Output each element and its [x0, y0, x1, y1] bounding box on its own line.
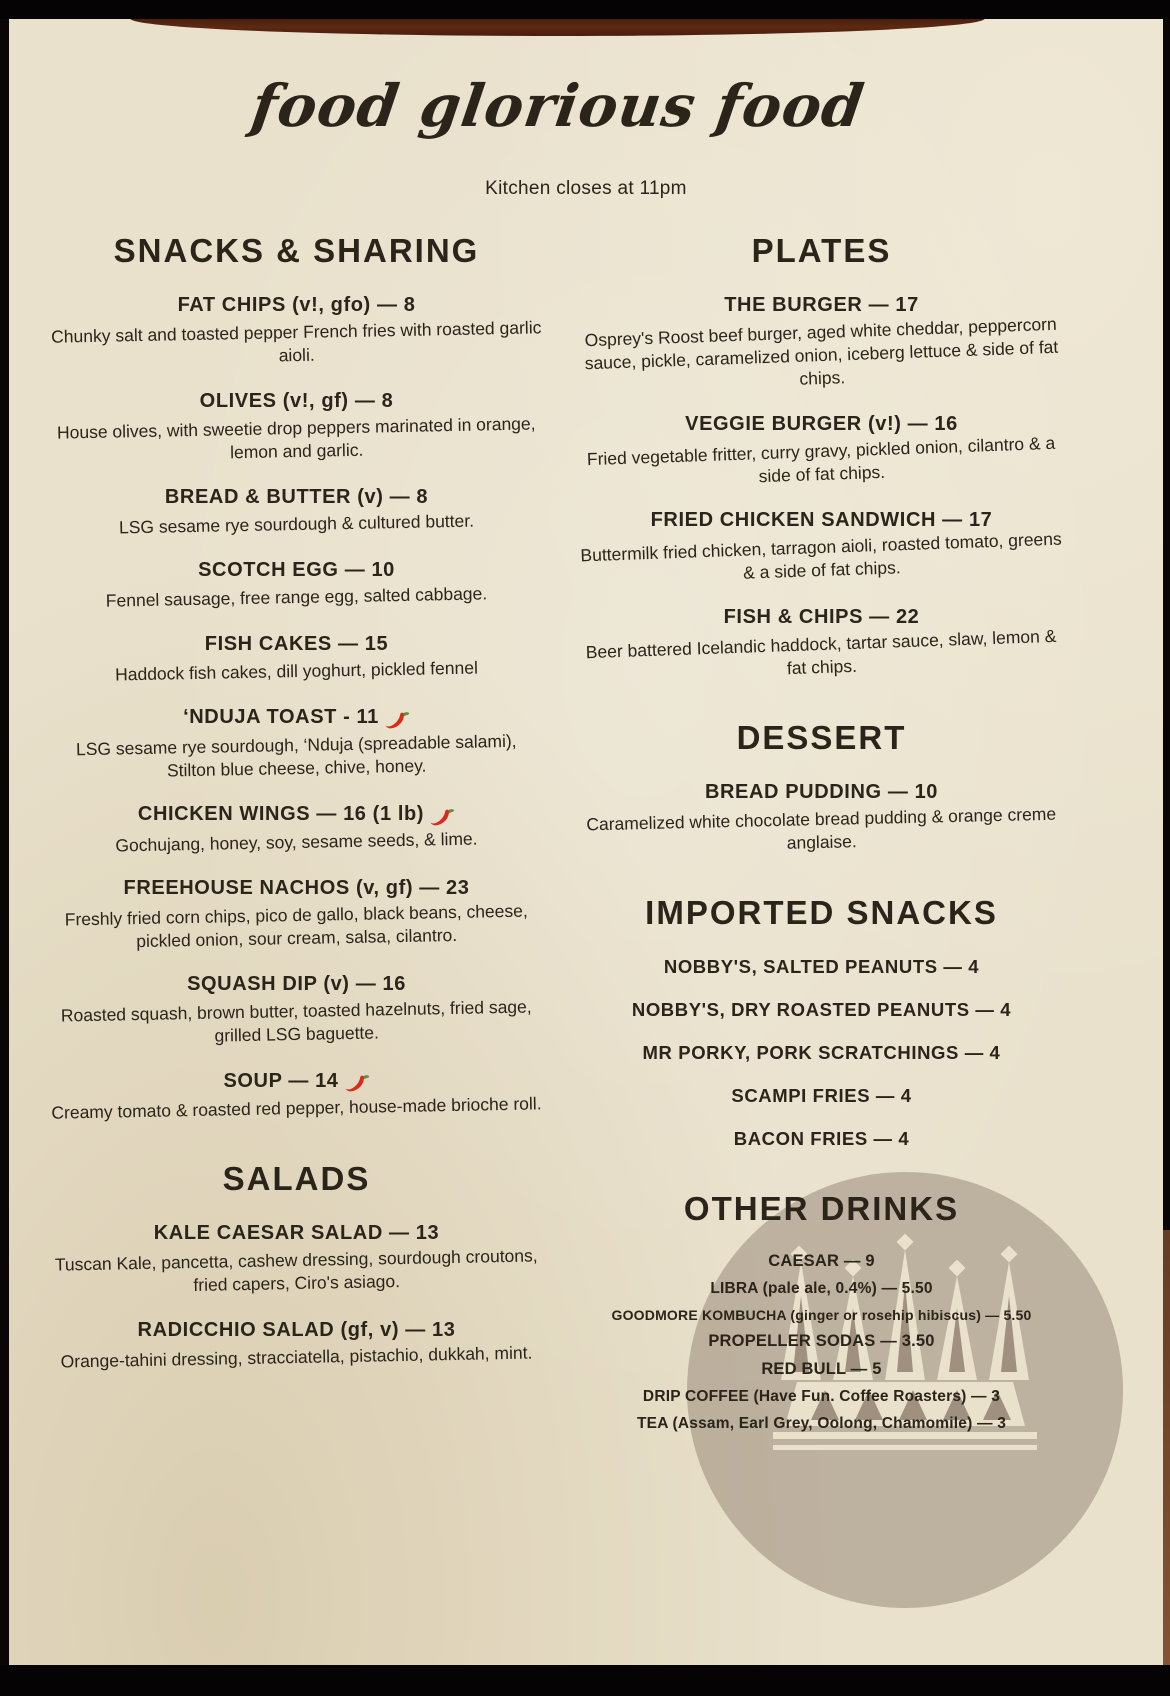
- menu-section: [576, 1190, 1067, 1433]
- item-name-row: [576, 1332, 1067, 1351]
- section-items: [576, 1252, 1067, 1433]
- menu-item: [51, 803, 542, 854]
- item-name: SOUP — 14: [223, 1069, 339, 1092]
- item-description: House olives, with sweetie drop peppers marinated in orange, lemon and garlic.: [56, 413, 536, 463]
- right-edge-highlight: [1163, 1230, 1170, 1665]
- menu-item: [576, 1042, 1067, 1064]
- section-heading: SNACKS & SHARING: [113, 232, 480, 269]
- menu-columns: [9, 232, 1163, 1442]
- item-description: Orange-tahini dressing, stracciatella, pistachio, dukkah, mint.: [60, 1342, 533, 1372]
- menu-item: [51, 1222, 542, 1295]
- item-description: Fried vegetable fritter, curry gravy, pickled onion, cilantro & a side of fat chips.: [586, 433, 1056, 487]
- bottom-border: [0, 1665, 1170, 1696]
- item-name: ‘NDUJA TOAST - 11: [183, 706, 379, 729]
- menu-item: [51, 706, 542, 780]
- item-name: MR PORKY, PORK SCRATCHINGS — 4: [642, 1042, 1001, 1064]
- item-name: CHICKEN WINGS — 16 (1 lb): [137, 803, 425, 826]
- item-name: SCAMPI FRIES — 4: [731, 1085, 912, 1107]
- chili-pepper-icon: [384, 706, 412, 734]
- menu-item: [51, 294, 542, 367]
- item-name: SCOTCH EGG — 10: [198, 559, 395, 582]
- item-description: Tuscan Kale, pancetta, cashew dressing, sourdough croutons, fried capers, Ciro's asiago.: [54, 1245, 538, 1296]
- menu-section: [51, 1160, 542, 1372]
- item-description: Freshly fried corn chips, pico de gallo, black beans, cheese, pickled onion, sour cream, salsa, cilantro.: [64, 900, 528, 952]
- item-name-row: [576, 294, 1067, 317]
- item-name-row: [576, 606, 1067, 629]
- item-name-row: [576, 1360, 1067, 1379]
- left-column: [51, 232, 542, 1442]
- section-items: [576, 956, 1067, 1150]
- item-description: Creamy tomato & roasted red pepper, house-made brioche roll.: [51, 1093, 542, 1124]
- top-border: [0, 0, 1170, 19]
- item-description: LSG sesame rye sourdough & cultured butter.: [118, 510, 475, 538]
- item-name: BREAD PUDDING — 10: [704, 780, 939, 803]
- item-name: RADICCHIO SALAD (gf, v) — 13: [137, 1318, 456, 1341]
- menu-item: [576, 1252, 1067, 1271]
- menu-item: [576, 1332, 1067, 1351]
- item-name: VEGGIE BURGER (v!) — 16: [685, 413, 958, 436]
- section-items: [576, 294, 1067, 679]
- item-name-row: [576, 1085, 1067, 1107]
- item-description: Haddock fish cakes, dill yoghurt, pickled fennel: [114, 657, 479, 685]
- section-heading: SALADS: [222, 1160, 371, 1198]
- menu-item: [576, 294, 1067, 390]
- section-heading: PLATES: [751, 232, 892, 269]
- menu-item: [51, 973, 542, 1046]
- item-name-row: [576, 956, 1067, 978]
- item-name-row: [51, 877, 542, 900]
- item-name-row: [576, 1042, 1067, 1064]
- item-name-row: [576, 1280, 1067, 1298]
- item-description: Fennel sausage, free range egg, salted cabbage.: [105, 583, 488, 612]
- menu-item: [576, 1307, 1067, 1323]
- item-name-row: [51, 1222, 542, 1245]
- item-name: BACON FRIES — 4: [733, 1128, 910, 1150]
- menu-item: [576, 781, 1067, 854]
- menu-item: [576, 509, 1067, 582]
- item-name: LIBRA (pale ale, 0.4%) — 5.50: [710, 1280, 933, 1298]
- item-name: FISH CAKES — 15: [204, 632, 389, 655]
- section-items: [51, 1222, 542, 1372]
- item-name: FRIED CHICKEN SANDWICH — 17: [650, 509, 993, 532]
- menu-item: [576, 956, 1067, 978]
- item-name: CAESAR — 9: [768, 1252, 875, 1271]
- menu-item: [51, 486, 542, 536]
- menu-paper: [9, 0, 1163, 1665]
- item-name: GOODMORE KOMBUCHA (ginger or rosehip hibiscus) — 5.50: [611, 1307, 1032, 1324]
- menu-item: [576, 1128, 1067, 1150]
- item-name-row: [576, 999, 1067, 1021]
- item-name: FREEHOUSE NACHOS (v, gf) — 23: [123, 876, 470, 899]
- item-name: OLIVES (v!, gf) — 8: [199, 390, 394, 413]
- item-description: Beer battered Icelandic haddock, tartar sauce, slaw, lemon & fat chips.: [585, 625, 1057, 678]
- item-name-row: [576, 1388, 1067, 1406]
- menu-item: [576, 606, 1067, 679]
- menu-section: [576, 894, 1067, 1150]
- item-name-row: [51, 486, 542, 509]
- item-name-row: [51, 294, 542, 317]
- item-name: FAT CHIPS (v!, gfo) — 8: [177, 294, 416, 316]
- item-description: Chunky salt and toasted pepper French fries with roasted garlic aioli.: [50, 317, 542, 366]
- kitchen-hours-note: Kitchen closes at 11pm: [485, 178, 687, 199]
- page-title: food glorious food: [247, 72, 869, 140]
- menu-item: [576, 1388, 1067, 1406]
- item-name-row: [51, 973, 542, 996]
- chili-pepper-icon: [429, 803, 457, 831]
- section-heading: IMPORTED SNACKS: [645, 894, 998, 932]
- item-name-row: [576, 1252, 1067, 1271]
- item-description: Caramelized white chocolate bread pudding & orange creme anglaise.: [586, 803, 1057, 853]
- item-name: THE BURGER — 17: [724, 294, 919, 316]
- item-name: SQUASH DIP (v) — 16: [187, 973, 406, 996]
- item-description: Gochujang, honey, soy, sesame seeds, & lime.: [115, 828, 478, 856]
- item-name-row: [51, 390, 542, 413]
- item-name: NOBBY'S, SALTED PEANUTS — 4: [663, 956, 980, 978]
- item-name-row: [51, 706, 542, 730]
- menu-item: [576, 413, 1067, 486]
- menu-item: [576, 1360, 1067, 1379]
- section-heading: DESSERT: [736, 718, 907, 756]
- menu-item: [51, 1318, 542, 1372]
- item-name-row: [576, 1415, 1067, 1433]
- item-name: KALE CAESAR SALAD — 13: [153, 1222, 440, 1245]
- item-name: RED BULL — 5: [761, 1360, 882, 1379]
- item-name-row: [51, 1069, 542, 1093]
- menu-item: [51, 1069, 542, 1124]
- menu-item: [576, 1415, 1067, 1433]
- menu-item: [51, 877, 542, 950]
- item-description: Buttermilk fried chicken, tarragon aioli, roasted tomato, greens & a side of fat chips.: [580, 529, 1063, 584]
- item-description: Roasted squash, brown butter, toasted hazelnuts, fried sage, grilled LSG baguette.: [60, 996, 532, 1046]
- item-name-row: [576, 413, 1067, 436]
- item-name: BREAD & BUTTER (v) — 8: [164, 486, 429, 509]
- item-name-row: [51, 633, 542, 656]
- menu-section: [50, 232, 542, 1124]
- item-name: NOBBY'S, DRY ROASTED PEANUTS — 4: [631, 999, 1012, 1021]
- menu-item: [576, 1085, 1067, 1107]
- item-name-row: [576, 1307, 1067, 1323]
- section-items: [576, 781, 1067, 854]
- item-description: Osprey's Roost beef burger, aged white cheddar, peppercorn sauce, pickle, caramelized onion, iceberg lettuce & side of fat chips.: [584, 313, 1059, 389]
- menu-item: [576, 999, 1067, 1021]
- item-description: LSG sesame rye sourdough, ‘Nduja (spreadable salami), Stilton blue cheese, chive, honey.: [75, 730, 517, 781]
- item-name-row: [576, 1128, 1067, 1150]
- menu-item: [51, 633, 542, 683]
- item-name-row: [576, 781, 1067, 804]
- section-items: [50, 294, 542, 1124]
- item-name: TEA (Assam, Earl Grey, Oolong, Chamomile) — 3: [636, 1415, 1007, 1433]
- item-name-row: [51, 803, 542, 827]
- right-column: [576, 232, 1067, 1442]
- section-heading: OTHER DRINKS: [683, 1190, 960, 1228]
- item-name: DRIP COFFEE (Have Fun. Coffee Roasters) — 3: [642, 1388, 1001, 1406]
- menu-item: [51, 390, 542, 463]
- item-name: PROPELLER SODAS — 3.50: [708, 1332, 935, 1351]
- chili-pepper-icon: [343, 1069, 371, 1097]
- menu-section: [576, 719, 1067, 854]
- menu-item: [576, 1280, 1067, 1298]
- menu-item: [51, 559, 542, 612]
- item-name-row: [51, 1319, 542, 1342]
- menu-section: [576, 232, 1067, 679]
- item-name-row: [51, 559, 542, 582]
- item-name: FISH & CHIPS — 22: [723, 605, 920, 628]
